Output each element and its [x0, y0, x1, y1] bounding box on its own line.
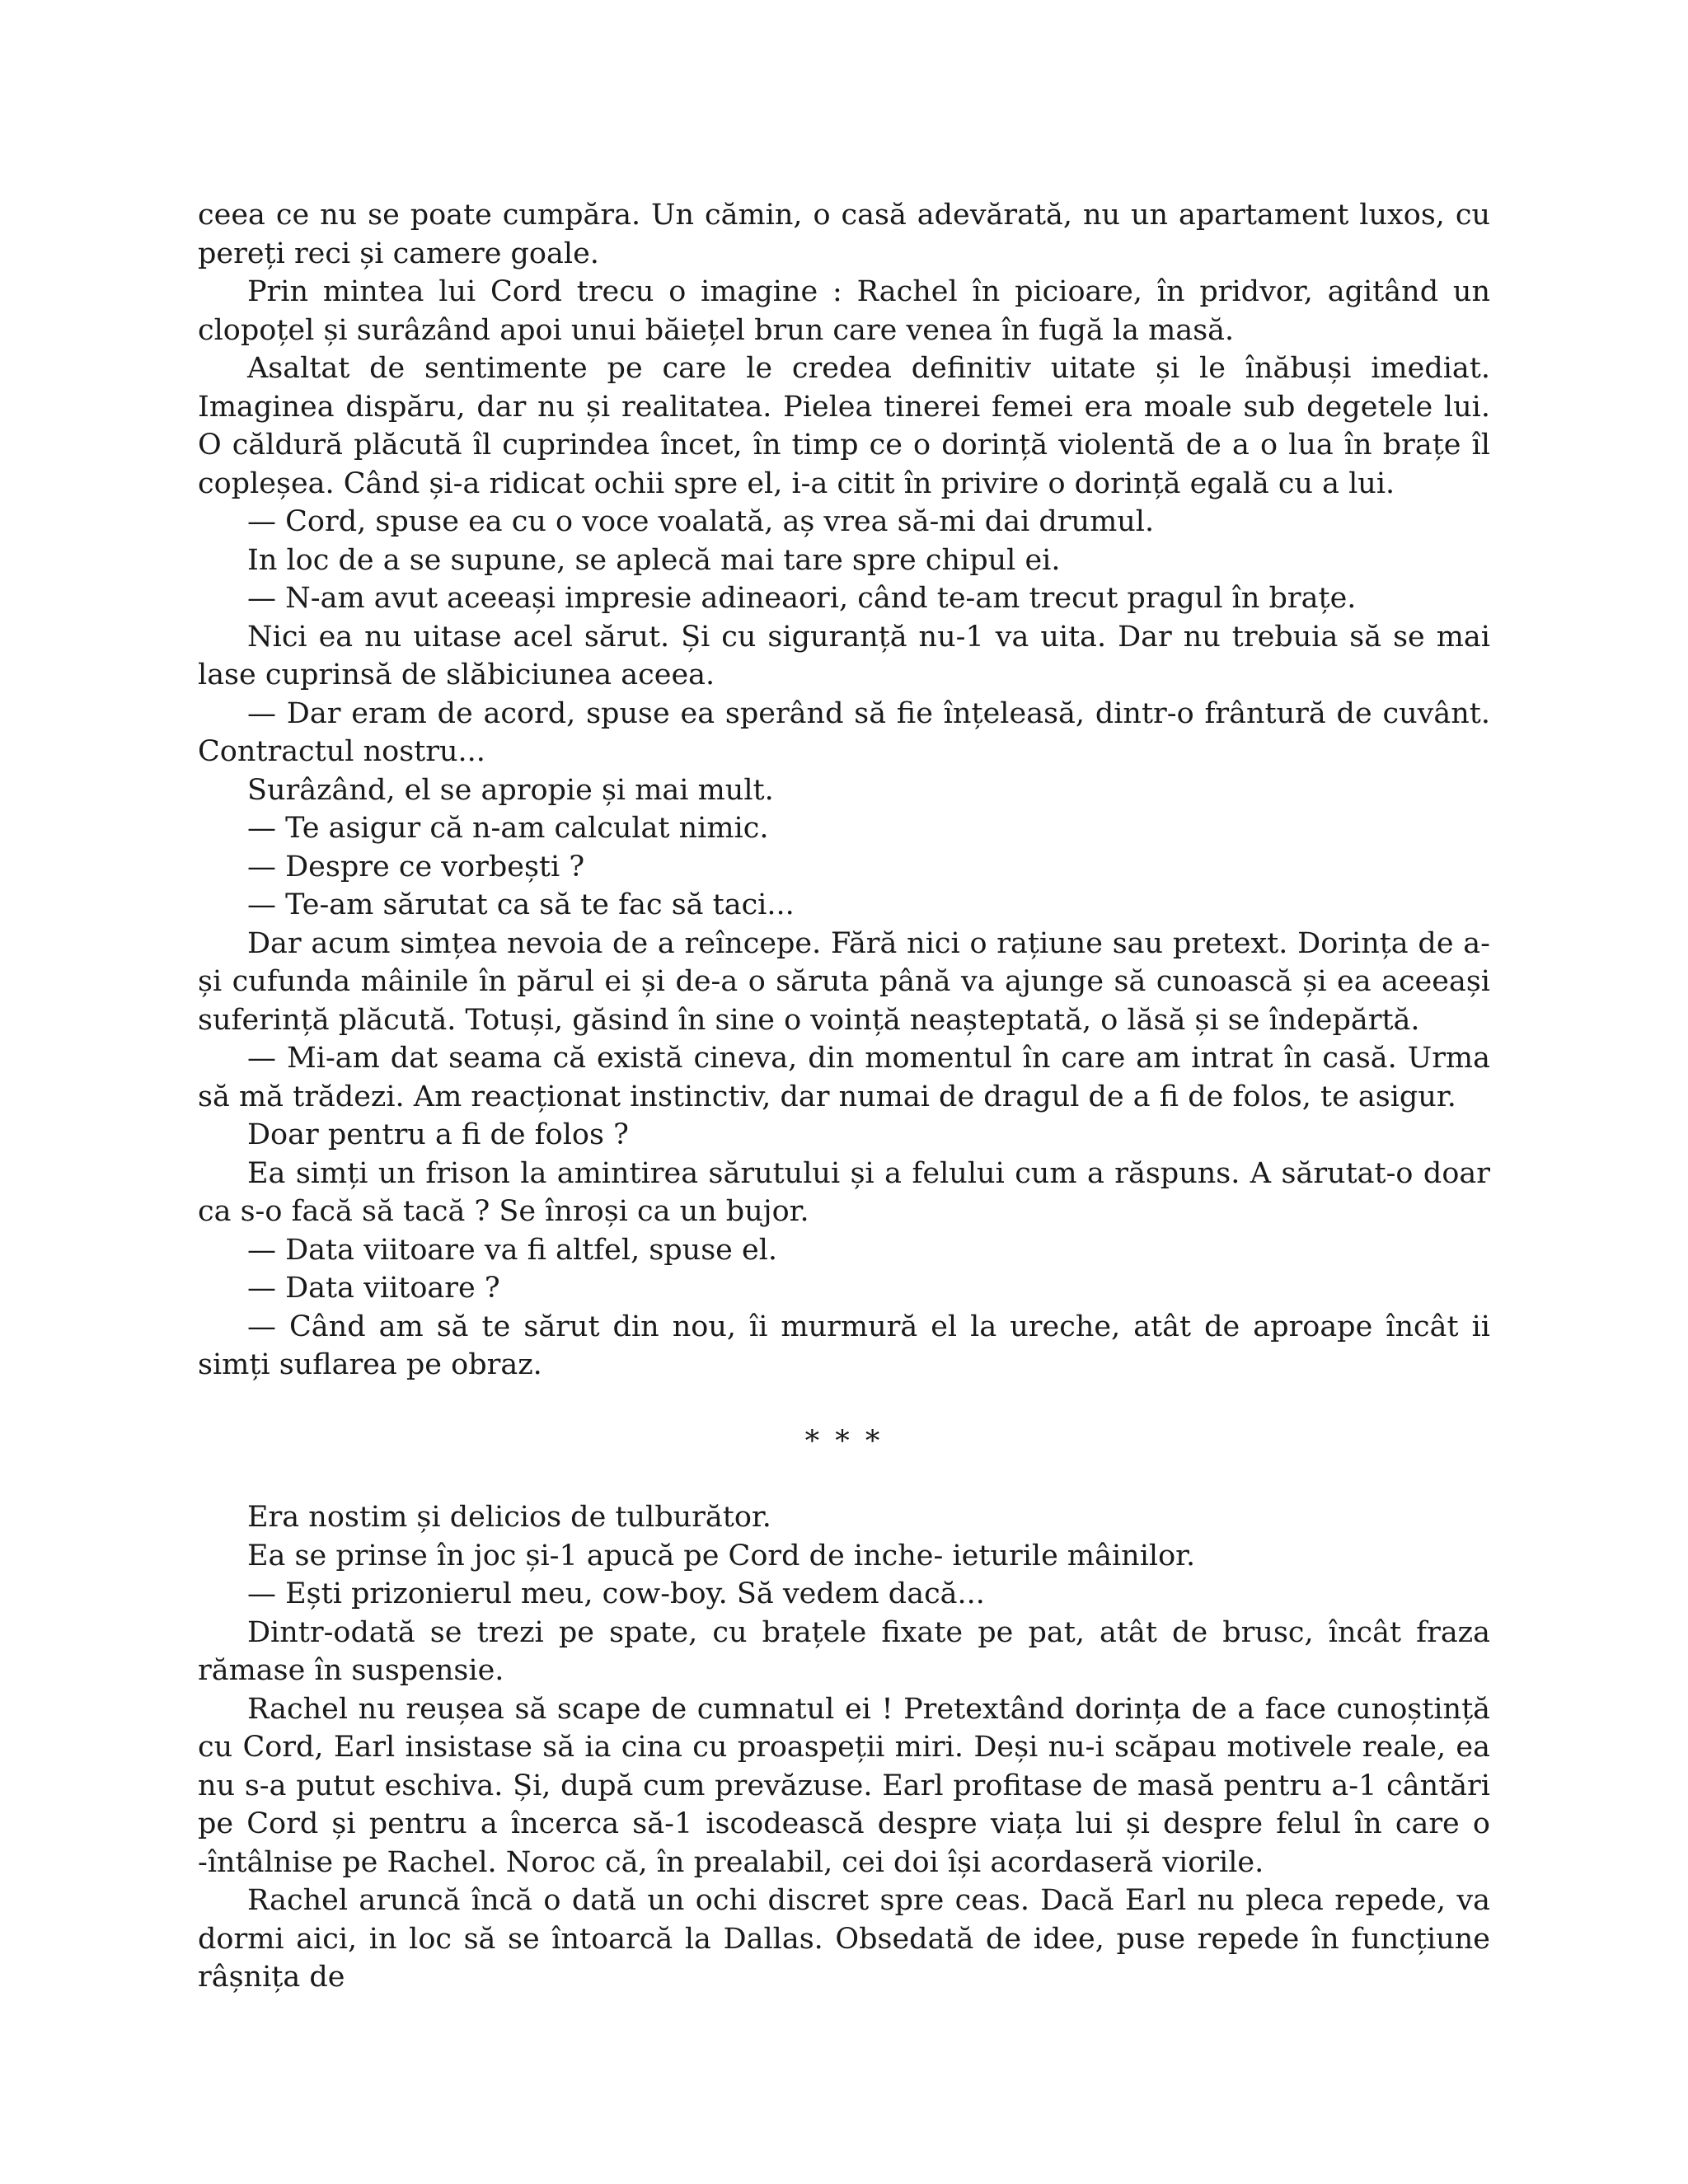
dialogue-line: — Cord, spuse ea cu o voce voalată, aș vrea să-mi dai drumul.	[247, 505, 1155, 538]
dialogue-line: — Ești prizonierul meu, cow-boy. Să vedem dacă...	[247, 1577, 985, 1610]
paragraph: Dintr-odată se trezi pe spate, cu brațele fixate pe pat, atât de brusc, încât fraza rămase în suspensie.	[198, 1615, 1490, 1687]
section-separator: * * *	[804, 1424, 884, 1458]
paragraph: Ea simți un frison la amintirea sărutului și a felului cum a răspuns. A sărutat-o doar ca s-o facă să tacă ? Se înroși ca un bujor.	[198, 1156, 1490, 1228]
paragraph: Doar pentru a fi de folos ?	[247, 1118, 629, 1151]
dialogue-line: — Data viitoare ?	[247, 1272, 500, 1305]
dialogue-line: — N-am avut aceeași impresie adineaori, când te-am trecut pragul în brațe.	[247, 582, 1357, 615]
dialogue-line: — Data viitoare va fi altfel, spuse el.	[247, 1233, 778, 1267]
paragraph: In loc de a se supune, se aplecă mai tare spre chipul ei.	[247, 543, 1061, 577]
paragraph: ceea ce nu se poate cumpăra. Un cămin, o casă adevărată, nu un apartament luxos, cu pereți reci și camere goale.	[198, 199, 1490, 270]
dialogue-line: — Mi-am dat seama că există cineva, din momentul în care am intrat în casă. Urma să mă trădezi. Am reacționat instinctiv, dar numai de dragul de a fi de folos, te asigur.	[198, 1042, 1490, 1113]
paragraph: Surâzând, el se apropie și mai mult.	[247, 773, 774, 807]
dialogue-line: — Te-am sărutat ca să te fac să taci...	[247, 888, 795, 921]
dialogue-line: — Despre ce vorbești ?	[247, 850, 585, 883]
paragraph: Rachel aruncă încă o dată un ochi discret spre ceas. Dacă Earl nu pleca repede, va dormi aici, in loc să se întoarcă la Dallas. Obsedată de idee, puse repede în funcțiune râșnița de	[198, 1884, 1490, 1994]
paragraph: Prin mintea lui Cord trecu o imagine : Rachel în picioare, în pridvor, agitând un clopoțel și surâzând apoi unui băiețel brun care venea în fugă la masă.	[198, 275, 1490, 347]
paragraph: Asaltat de sentimente pe care le credea definitiv uitate și le înăbuși imediat. Imaginea dispăru, dar nu și realitatea. Pielea tinerei femei era moale sub degetele lui. O căldură plăcută îl cuprindea încet, în timp ce o dorință violentă de a o lua în brațe îl copleșea. Când și-a ridicat ochii spre el, i-a citit în privire o dorință egală cu a lui.	[198, 352, 1490, 500]
paragraph: Ea se prinse în joc și-1 apucă pe Cord de inche- ieturile mâinilor.	[247, 1539, 1196, 1572]
document-page	[198, 196, 1490, 1997]
paragraph: Nici ea nu uitase acel sărut. Și cu siguranță nu-1 va uita. Dar nu trebuia să se mai lase cuprinsă de slăbiciunea aceea.	[198, 620, 1490, 691]
paragraph: Dar acum simțea nevoia de a reîncepe. Fără nici o rațiune sau pretext. Dorința de a-și cufunda mâinile în părul ei și de-a o săruta până va ajunge să cunoască și ea aceeași suferință plăcută. Totuși, găsind în sine o voință neașteptată, o lăsă și se îndepărtă.	[198, 926, 1490, 1037]
dialogue-line: — Dar eram de acord, spuse ea sperând să fie înțeleasă, dintr-o frântură de cuvânt. Contractul nostru...	[198, 696, 1490, 768]
dialogue-line: — Te asigur că n-am calculat nimic.	[247, 812, 769, 845]
paragraph: Rachel nu reușea să scape de cumnatul ei ! Pretextând dorința de a face cunoștință cu Cord, Earl insistase să ia cina cu proaspeții miri. Deși nu-i scăpau motivele reale, ea nu s-a putut eschiva. Și, după cum prevăzuse. Earl profitase de masă pentru a-1 cântări pe Cord și pentru a încerca să-1 iscodească despre viața lui și despre felul în care o -întâlnise pe Rachel. Noroc că, în prealabil, cei doi își acordaseră viorile.	[198, 1692, 1490, 1879]
dialogue-line: — Când am să te sărut din nou, îi murmură el la ureche, atât de aproape încât ii simți suflarea pe obraz.	[198, 1310, 1490, 1381]
paragraph: Era nostim și delicios de tulburător.	[247, 1501, 771, 1534]
